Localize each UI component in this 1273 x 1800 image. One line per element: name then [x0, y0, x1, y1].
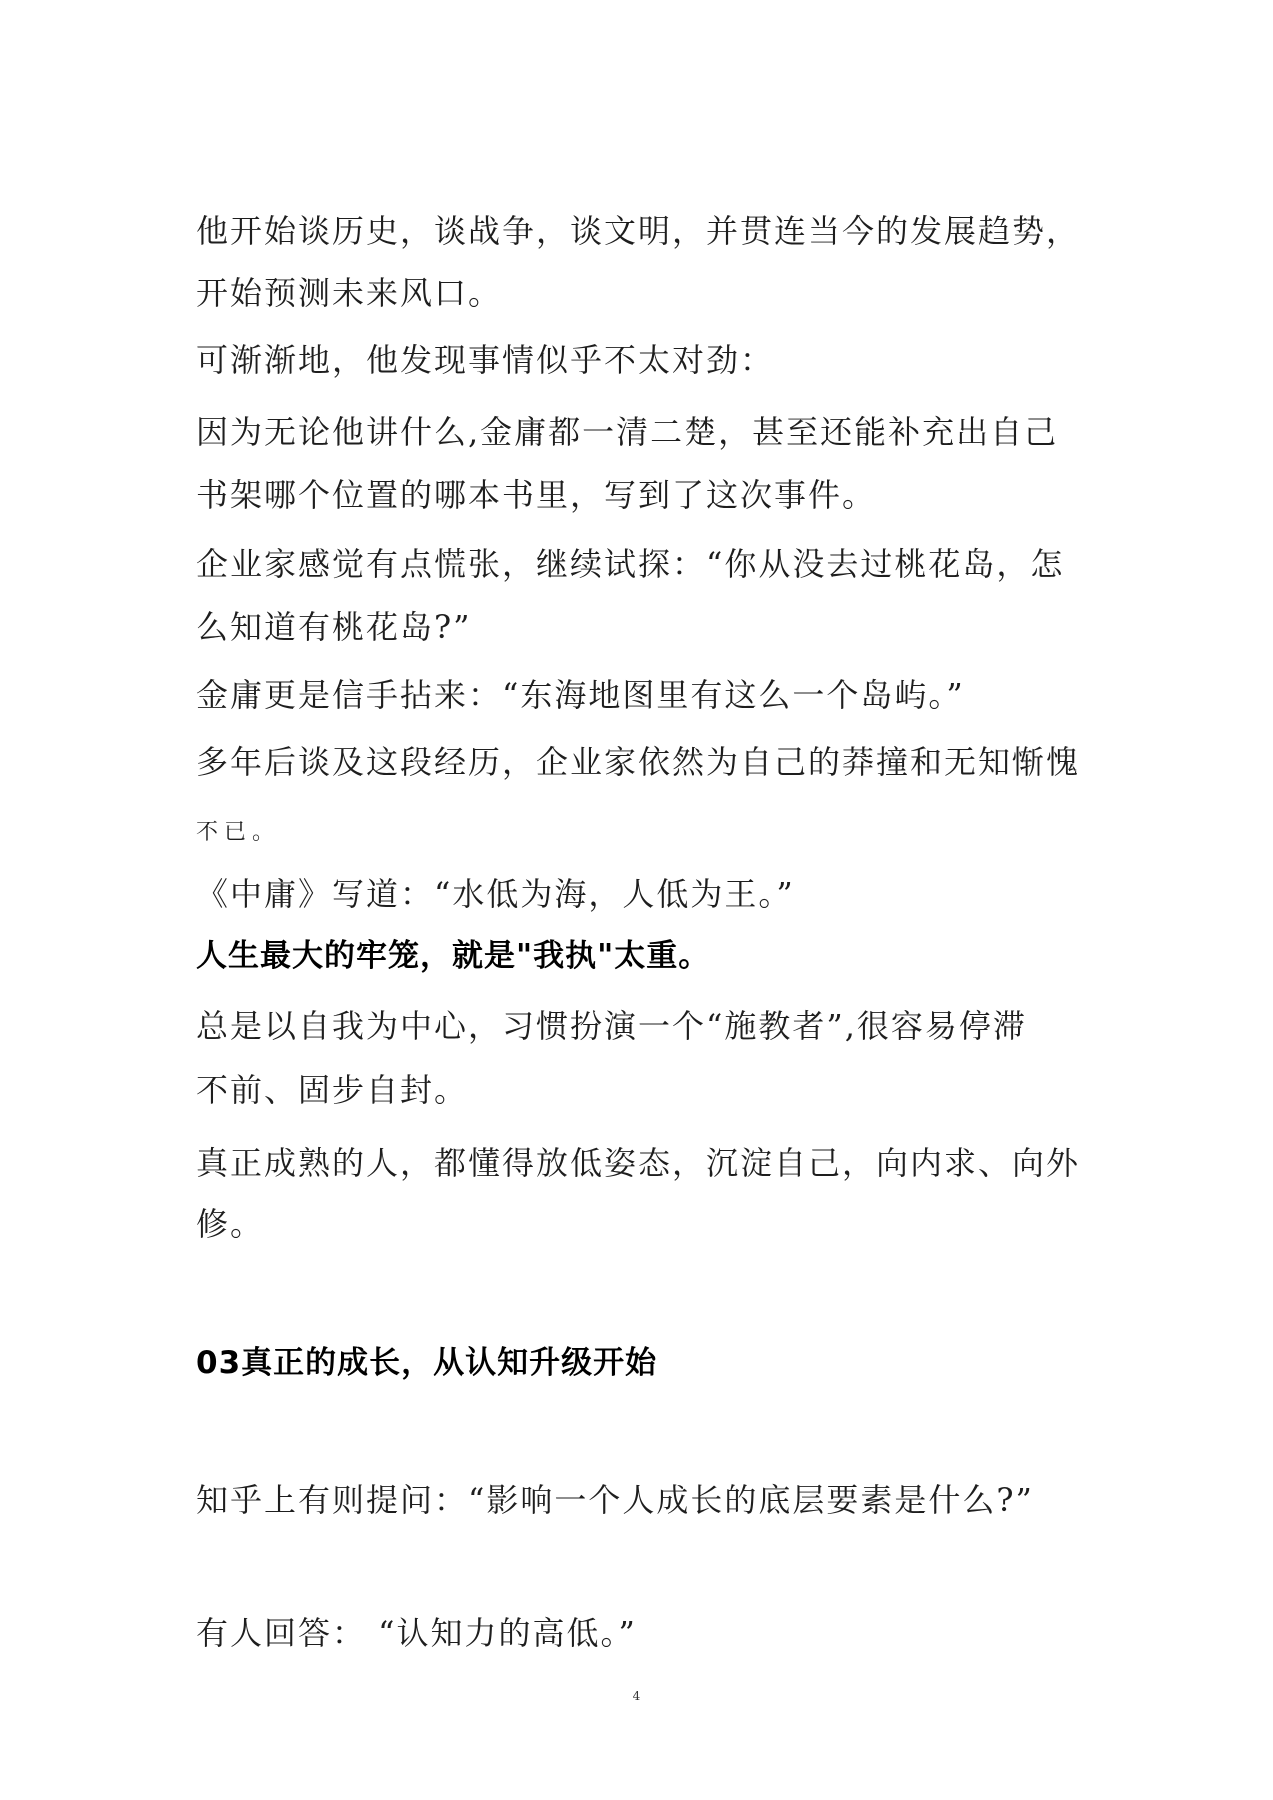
paragraph-line: 开始预测未来风口。 [196, 274, 503, 312]
paragraph-line: 书架哪个位置的哪本书里，写到了这次事件。 [196, 476, 877, 514]
paragraph-line: 总是以自我为中心，习惯扮演一个“施教者”,很容易停滞 [196, 1007, 1027, 1045]
paragraph-line: 真正成熟的人，都懂得放低姿态，沉淀自己，向内求、向外 [196, 1144, 1081, 1182]
paragraph-line: 知乎上有则提问：“影响一个人成长的底层要素是什么?” [196, 1481, 1034, 1519]
quote-line: 《中庸》写道：“水低为海，人低为王。” [196, 875, 795, 913]
paragraph-line: 多年后谈及这段经历，企业家依然为自己的莽撞和无知惭愧 [196, 743, 1081, 781]
page-number: 4 [632, 1689, 641, 1703]
paragraph-line: 他开始谈历史，谈战争，谈文明，并贯连当今的发展趋势， [196, 212, 1081, 250]
paragraph-line: 有人回答： “认知力的高低。” [196, 1614, 637, 1652]
section-heading: 03真正的成长，从认知升级开始 [196, 1345, 658, 1381]
paragraph-line: 修。 [196, 1205, 265, 1243]
paragraph-line: 企业家感觉有点慌张，继续试探：“你从没去过桃花岛，怎 [196, 545, 1065, 583]
paragraph-line: 不前、固步自封。 [196, 1071, 469, 1109]
paragraph-line: 可渐渐地，他发现事情似乎不太对劲： [196, 341, 775, 379]
bold-statement: 人生最大的牢笼，就是"我执"太重。 [196, 938, 711, 974]
paragraph-line: 因为无论他讲什么,金庸都一清二楚，甚至还能补充出自己 [196, 413, 1059, 451]
paragraph-line: 么知道有桃花岛?” [196, 608, 472, 646]
paragraph-line: 金庸更是信手拈来：“东海地图里有这么一个岛屿。” [196, 676, 965, 714]
paragraph-line: 不已。 [196, 820, 281, 845]
